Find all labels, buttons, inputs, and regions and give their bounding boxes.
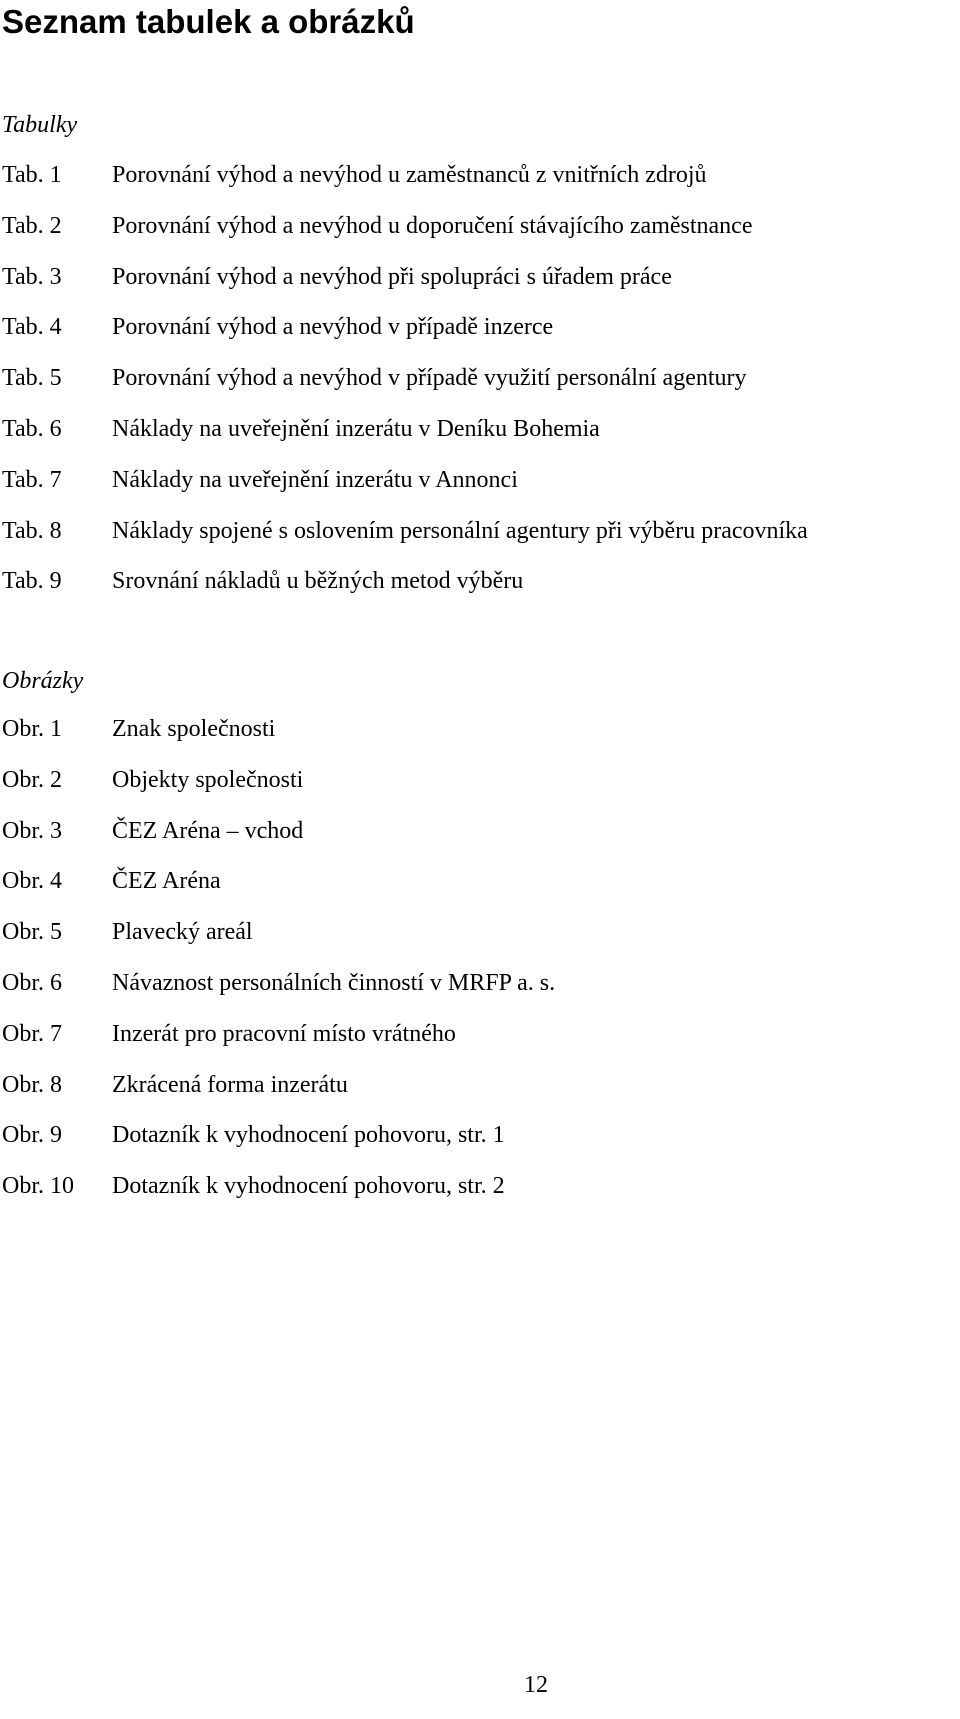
table-number: Tab. 8 [2, 517, 62, 544]
tables-section-heading: Tabulky [2, 112, 78, 138]
table-number: Tab. 5 [2, 365, 62, 392]
table-caption: Náklady na uveřejnění inzerátu v Deníku Bohemia [112, 415, 600, 442]
figure-number: Obr. 3 [2, 817, 62, 844]
table-caption: Porovnání výhod a nevýhod při spolupráci s úřadem práce [112, 263, 672, 290]
figure-caption: Znak společnosti [112, 716, 276, 742]
figure-number: Obr. 4 [2, 868, 62, 895]
figure-caption: ČEZ Aréna – vchod [112, 817, 304, 844]
table-number: Tab. 3 [2, 263, 62, 290]
table-caption: Porovnání výhod a nevýhod v případě inzerce [112, 314, 554, 341]
page-number: 12 [524, 1672, 548, 1698]
figure-number: Obr. 9 [2, 1122, 62, 1149]
figure-number: Obr. 10 [2, 1173, 74, 1200]
figure-number: Obr. 5 [2, 919, 62, 946]
figures-section-heading: Obrázky [2, 668, 84, 694]
table-number: Tab. 1 [2, 162, 62, 188]
table-number: Tab. 4 [2, 314, 62, 341]
figure-caption: Inzerát pro pracovní místo vrátného [112, 1020, 456, 1047]
page-title: Seznam tabulek a obrázků [2, 3, 415, 40]
figure-number: Obr. 6 [2, 969, 62, 996]
table-number: Tab. 7 [2, 466, 62, 493]
figure-caption: Zkrácená forma inzerátu [112, 1071, 348, 1098]
figure-caption: Návaznost personálních činností v MRFP a. s. [112, 969, 556, 996]
table-caption: Náklady spojené s oslovením personální agentury při výběru pracovníka [112, 517, 808, 544]
table-number: Tab. 6 [2, 415, 62, 442]
table-number: Tab. 2 [2, 212, 62, 239]
table-caption: Porovnání výhod a nevýhod u zaměstnanců z vnitřních zdrojů [112, 162, 707, 188]
figure-number: Obr. 7 [2, 1020, 62, 1047]
figure-number: Obr. 8 [2, 1071, 62, 1098]
figure-caption: Dotazník k vyhodnocení pohovoru, str. 1 [112, 1122, 505, 1149]
table-caption: Porovnání výhod a nevýhod u doporučení stávajícího zaměstnance [112, 212, 753, 239]
figure-caption: Dotazník k vyhodnocení pohovoru, str. 2 [112, 1173, 505, 1200]
figure-number: Obr. 2 [2, 766, 62, 793]
figure-number: Obr. 1 [2, 716, 62, 742]
figure-caption: Objekty společnosti [112, 766, 304, 793]
table-caption: Náklady na uveřejnění inzerátu v Annonci [112, 466, 518, 493]
table-caption: Srovnání nákladů u běžných metod výběru [112, 568, 524, 595]
figure-caption: Plavecký areál [112, 919, 253, 946]
table-number: Tab. 9 [2, 568, 62, 595]
table-caption: Porovnání výhod a nevýhod v případě využití personální agentury [112, 365, 747, 392]
figure-caption: ČEZ Aréna [112, 868, 221, 895]
